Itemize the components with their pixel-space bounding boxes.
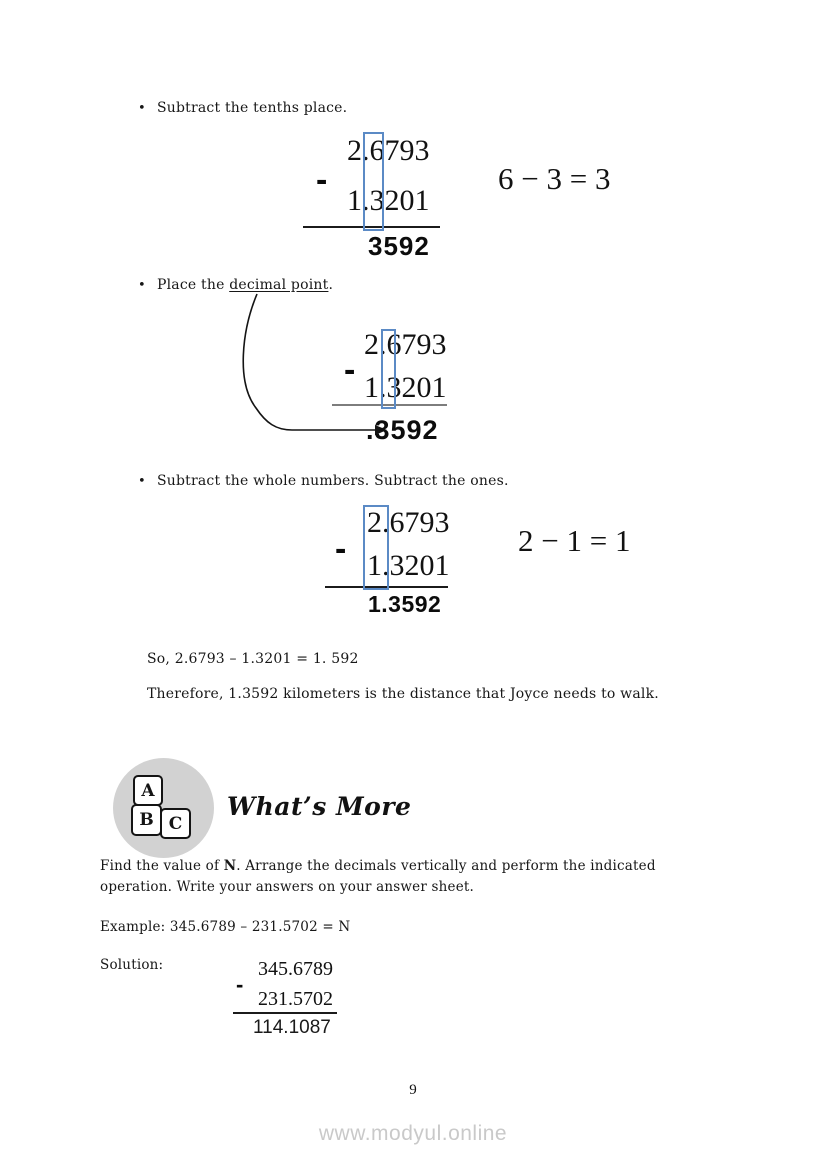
step3-bullet-line: [138, 473, 509, 490]
tenths-highlight-box: [363, 132, 384, 231]
step2-result: .3592: [366, 415, 439, 445]
step1-minuend: 2.6793: [347, 134, 430, 167]
instructions-line1-rest: . Arrange the decimals vertically and perform the indicated: [236, 858, 656, 874]
block-a-letter: A: [141, 780, 155, 801]
summary-so-line: So, 2.6793 – 1.3201 = 1. 592: [147, 651, 359, 667]
decimal-point-highlight-box: [381, 329, 396, 409]
block-c-icon: [160, 808, 191, 839]
step2-label-suffix: .: [328, 277, 334, 293]
instructions-prefix: Find the value of: [100, 858, 224, 874]
bullet-icon: •: [138, 278, 146, 293]
step1-result: 3592: [368, 231, 430, 261]
step1-side-equation: 6 − 3 = 3: [498, 161, 611, 196]
step3-result: 1.3592: [368, 591, 442, 617]
solution-subtrahend: 231.5702: [258, 988, 333, 1010]
block-b-icon: [131, 804, 162, 836]
solution-sum-line: [233, 1012, 337, 1014]
step2-minuend: 2.6793: [364, 328, 447, 361]
block-b-letter: B: [139, 810, 154, 830]
watermark: www.modyul.online: [318, 1122, 508, 1145]
instructions-line2: operation. Write your answers on your answer sheet.: [100, 878, 475, 895]
step1-bullet-line: [138, 100, 347, 117]
step3-label: Subtract the whole numbers. Subtract the ones.: [157, 473, 509, 489]
step3-minus-icon: -: [335, 530, 347, 568]
step1-label: Subtract the tenths place.: [157, 100, 348, 116]
example-line: Example: 345.6789 – 231.5702 = N: [100, 919, 351, 935]
solution-result: 114.1087: [253, 1017, 331, 1038]
bullet-icon: •: [138, 474, 146, 489]
step2-label-underlined: decimal point: [229, 277, 329, 293]
page-number: 9: [409, 1082, 417, 1098]
summary-therefore-line: Therefore, 1.3592 kilometers is the distance that Joyce needs to walk.: [147, 686, 659, 702]
step1-minus-icon: -: [316, 161, 328, 199]
step3-side-equation: 2 − 1 = 1: [518, 523, 631, 558]
step2-label-prefix: Place the: [157, 277, 230, 293]
block-c-letter: C: [168, 813, 183, 834]
step1-subtrahend: 1.3201: [347, 184, 430, 217]
step2-minus-icon: -: [344, 351, 356, 389]
solution-minus-icon: -: [236, 972, 244, 997]
block-a-icon: [133, 775, 163, 806]
step3-minuend: 2.6793: [367, 506, 450, 539]
step3-subtrahend: 1.3201: [367, 549, 450, 582]
solution-minuend: 345.6789: [258, 958, 333, 980]
solution-label: Solution:: [100, 957, 164, 973]
whats-more-title: What’s More: [227, 792, 412, 821]
step2-subtrahend: 1.3201: [364, 371, 447, 404]
bullet-icon: •: [138, 101, 146, 116]
whats-more-instructions: [100, 856, 780, 897]
instructions-bold-n: N: [223, 858, 237, 874]
ones-highlight-box: [363, 505, 389, 590]
